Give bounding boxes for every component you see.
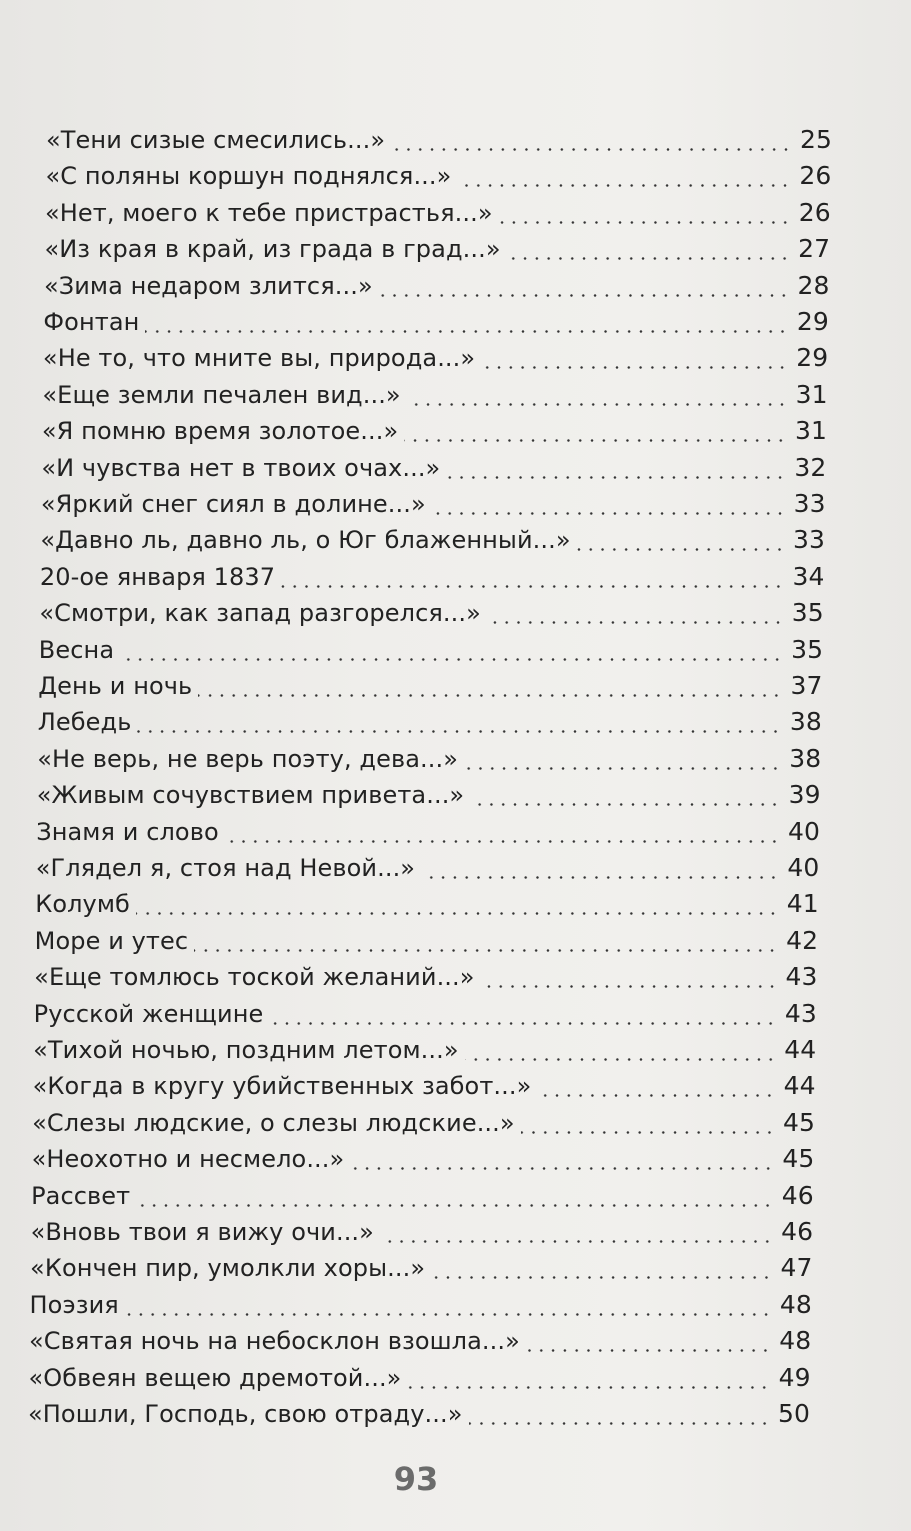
dot-leader xyxy=(464,741,781,777)
toc-entry xyxy=(40,522,825,558)
toc-entry-title: Фонтан xyxy=(43,308,140,336)
dot-leader xyxy=(481,959,778,995)
toc-entry-title: Рассвет xyxy=(31,1181,131,1210)
toc-entry-title: «Не то, что мните вы, природа...» xyxy=(42,344,476,373)
toc-entry-page: 29 xyxy=(796,343,829,373)
dot-leader xyxy=(379,268,790,304)
toc-entry xyxy=(35,886,819,922)
page-number: 93 xyxy=(393,1460,439,1498)
toc-entry-page: 31 xyxy=(794,416,827,446)
toc-entry xyxy=(32,1105,815,1141)
toc-entry xyxy=(39,632,823,668)
toc-entry-page: 48 xyxy=(779,1289,812,1319)
toc-entry-title: «Из края в край, из града в град...» xyxy=(44,235,501,264)
dot-leader xyxy=(391,122,792,158)
toc-entry xyxy=(45,158,831,194)
toc-entry-page: 44 xyxy=(784,1035,817,1064)
toc-entry xyxy=(43,304,828,340)
toc-entry xyxy=(36,850,820,886)
toc-entry xyxy=(44,268,830,304)
toc-entry-title: «Еще томлюсь тоской желаний...» xyxy=(34,963,475,992)
toc-entry-title: «Пошли, Господь, свою отраду...» xyxy=(28,1400,463,1428)
dot-leader xyxy=(526,1323,771,1359)
toc-entry xyxy=(40,559,825,595)
dot-leader xyxy=(145,304,788,340)
toc-entry xyxy=(29,1360,811,1396)
toc-entry-page: 37 xyxy=(790,671,823,700)
dot-leader xyxy=(137,704,781,740)
toc-entry-page: 28 xyxy=(797,270,830,300)
toc-entry-title: «Слезы людские, о слезы людские...» xyxy=(32,1108,515,1137)
toc-entry xyxy=(32,1141,815,1177)
toc-entry xyxy=(39,595,824,631)
dot-leader xyxy=(136,886,779,922)
toc-entry-title: Знамя и слово xyxy=(36,817,219,846)
dot-leader xyxy=(469,1396,771,1432)
toc-entry-title: Море и утес xyxy=(34,926,189,955)
toc-entry-page: 46 xyxy=(781,1180,814,1210)
dot-leader xyxy=(198,668,782,704)
dot-leader xyxy=(281,559,784,595)
toc-entry-page: 32 xyxy=(794,452,827,482)
dot-leader xyxy=(470,777,780,813)
toc-entry-page: 46 xyxy=(781,1217,814,1246)
toc-entry-title: 20-ое января 1837 xyxy=(39,562,276,591)
toc-entry xyxy=(35,923,818,959)
dot-leader xyxy=(465,1032,777,1068)
toc-entry-page: 50 xyxy=(777,1399,810,1428)
toc-entry-page: 43 xyxy=(784,998,817,1028)
toc-entry xyxy=(38,668,822,704)
dot-leader xyxy=(421,850,779,886)
toc-entry-title: «Еще земли печален вид...» xyxy=(42,380,401,409)
dot-leader xyxy=(125,1287,772,1323)
toc-entry-title: «Обвеян вещею дремотой...» xyxy=(28,1363,402,1392)
toc-entry-page: 43 xyxy=(785,962,818,992)
toc-entry-page: 41 xyxy=(786,889,819,919)
toc-entry-page: 26 xyxy=(798,197,831,227)
toc-entry-page: 48 xyxy=(779,1326,812,1356)
toc-entry-page: 47 xyxy=(780,1253,813,1283)
toc-entry-title: «Я помню время золотое...» xyxy=(41,417,399,446)
dot-leader xyxy=(380,1214,773,1250)
dot-leader xyxy=(457,158,791,194)
toc-entry xyxy=(38,704,822,740)
dot-leader xyxy=(507,231,791,267)
toc-entry-title: Колумб xyxy=(35,890,130,919)
toc-entry-page: 44 xyxy=(783,1071,816,1101)
dot-leader xyxy=(537,1068,775,1104)
dot-leader xyxy=(487,595,784,631)
toc-entry-title: «И чувства нет в твоих очах...» xyxy=(41,453,441,482)
toc-entry xyxy=(41,486,826,522)
toc-entry-title: «Смотри, как запад разгорелся...» xyxy=(39,599,481,628)
toc-entry-title: «Неохотно и несмело...» xyxy=(31,1145,345,1174)
dot-leader xyxy=(136,1178,774,1214)
toc-entry-page: 29 xyxy=(796,307,829,336)
toc-entry xyxy=(37,777,821,813)
dot-leader xyxy=(499,195,791,231)
toc-entry-page: 40 xyxy=(787,853,820,882)
toc-entry xyxy=(42,377,827,413)
toc-entry xyxy=(30,1250,812,1286)
toc-entry-title: Лебедь xyxy=(37,708,132,737)
toc-entry xyxy=(33,1032,816,1068)
toc-entry-page: 25 xyxy=(799,125,832,154)
dot-leader xyxy=(432,486,786,522)
toc-entry-title: «Не верь, не верь поэту, дева...» xyxy=(37,744,458,773)
toc-entry xyxy=(28,1396,810,1432)
dot-leader xyxy=(225,814,780,850)
toc-entry-title: «Глядел я, стоя над Невой...» xyxy=(35,854,416,882)
dot-leader xyxy=(407,377,788,413)
toc-entry xyxy=(30,1287,812,1323)
toc-entry-title: «Кончен пир, умолкли хоры...» xyxy=(30,1254,426,1283)
toc-entry xyxy=(42,413,827,449)
dot-leader xyxy=(481,340,788,376)
toc-entry xyxy=(46,122,832,158)
toc-entry-page: 38 xyxy=(789,707,822,737)
toc-entry-title: «Давно ль, давно ль, о Юг блаженный...» xyxy=(40,526,571,555)
toc-entry-title: «Тихой ночью, поздним летом...» xyxy=(33,1036,459,1064)
toc-entry-title: «Когда в кругу убийственных забот...» xyxy=(32,1072,532,1101)
toc-entry xyxy=(41,450,826,486)
toc-entry-page: 49 xyxy=(778,1362,811,1392)
toc-entry-title: «Живым сочувствием привета...» xyxy=(36,781,465,810)
toc-entry-title: Весна xyxy=(38,635,115,664)
toc-entry-page: 45 xyxy=(782,1144,815,1174)
toc-entry xyxy=(34,996,817,1032)
toc-entry xyxy=(44,231,830,267)
toc-entry-page: 45 xyxy=(783,1107,816,1137)
toc-entry xyxy=(45,195,831,231)
toc-entry-title: «Вновь твои я вижу очи...» xyxy=(30,1218,374,1246)
toc-entry-page: 26 xyxy=(799,161,832,191)
dot-leader xyxy=(350,1141,774,1177)
toc-entry-page: 27 xyxy=(798,234,831,264)
toc-entry-page: 35 xyxy=(791,634,824,664)
toc-entry xyxy=(36,814,820,850)
toc-entry-title: «Яркий снег сиял в долине...» xyxy=(40,490,426,518)
toc-entry-page: 33 xyxy=(793,489,826,518)
toc-entry-page: 33 xyxy=(793,525,826,555)
toc-entry-title: «Тени сизые смесились...» xyxy=(46,126,386,154)
dot-leader xyxy=(120,632,783,668)
toc-entry-page: 38 xyxy=(789,743,822,773)
toc-entry-title: Русской женщине xyxy=(33,999,264,1028)
toc-entry xyxy=(31,1214,814,1250)
dot-leader xyxy=(407,1360,770,1396)
dot-leader xyxy=(404,413,787,449)
dot-leader xyxy=(577,522,785,558)
toc-entry-page: 42 xyxy=(786,925,819,955)
toc-entry-title: «Святая ночь на небосклон взошла...» xyxy=(29,1327,520,1356)
toc-entry-title: «Зима недаром злится...» xyxy=(43,271,373,300)
toc-entry xyxy=(34,959,817,995)
dot-leader xyxy=(269,996,777,1032)
toc-entry xyxy=(29,1323,811,1359)
dot-leader xyxy=(431,1250,772,1286)
toc-entry xyxy=(33,1068,816,1104)
dot-leader xyxy=(521,1105,775,1141)
toc-entry-title: «Нет, моего к тебе пристрастья...» xyxy=(44,198,493,227)
toc-entry xyxy=(43,340,828,376)
toc-entry xyxy=(31,1178,814,1214)
dot-leader xyxy=(446,450,786,486)
toc-entry-page: 39 xyxy=(788,780,821,810)
toc-entry-page: 34 xyxy=(792,561,825,591)
toc-entry-title: Поэзия xyxy=(29,1290,119,1319)
toc-entry xyxy=(37,741,821,777)
dot-leader xyxy=(194,923,778,959)
toc-entry-page: 40 xyxy=(788,816,821,846)
toc-entry-page: 31 xyxy=(795,379,828,409)
toc-entry-page: 35 xyxy=(791,598,824,628)
toc-entry-title: День и ночь xyxy=(38,672,193,700)
toc-entry-title: «С поляны коршун поднялся...» xyxy=(45,162,452,191)
